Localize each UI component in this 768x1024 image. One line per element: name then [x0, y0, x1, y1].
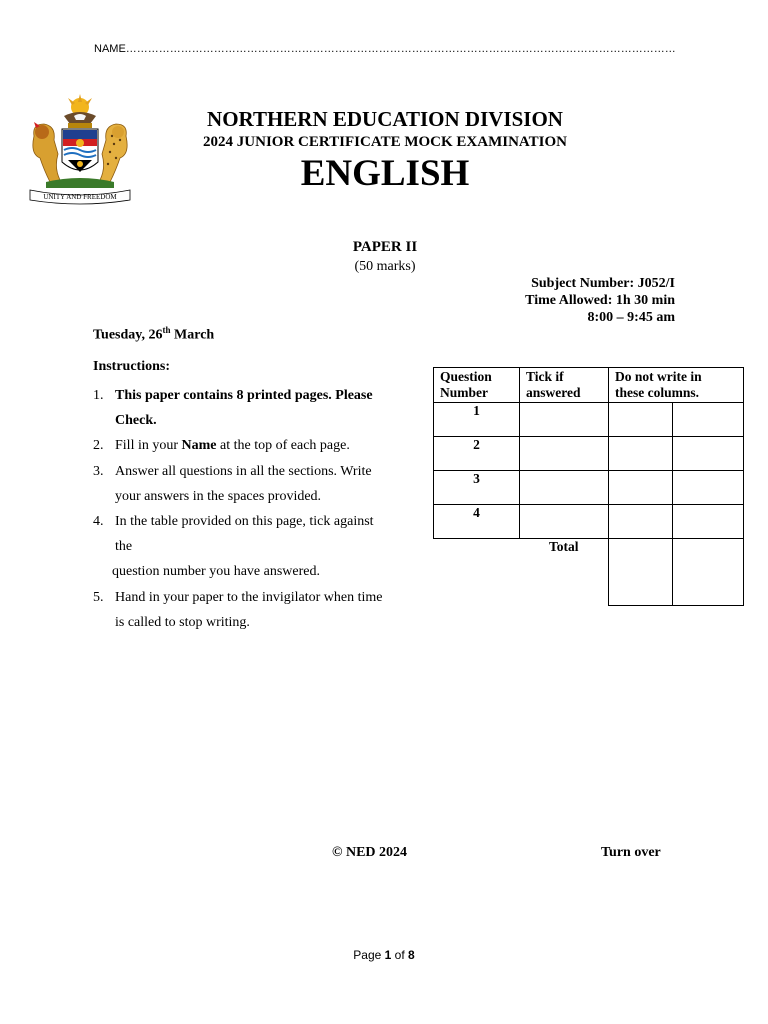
total-cell	[609, 539, 673, 606]
examiner-cell	[673, 403, 744, 437]
instruction-item: 4. In the table provided on this page, tick against the question number you have answered.	[93, 514, 374, 580]
examiner-cell	[673, 437, 744, 471]
turn-over: Turn over	[601, 845, 661, 860]
tick-cell[interactable]	[520, 437, 609, 471]
division-title: NORTHERN EDUCATION DIVISION	[207, 107, 563, 131]
instruction-item: 5. Hand in your paper to the invigilator when time is called to stop writing.	[93, 589, 383, 630]
tick-cell[interactable]	[520, 505, 609, 539]
time-allowed: Time Allowed: 1h 30 min	[525, 293, 675, 308]
table-row-total	[434, 539, 744, 606]
question-number-cell: 3	[434, 471, 520, 505]
examiner-cell	[673, 471, 744, 505]
header-do-not-write: Do not write in these columns.	[609, 368, 744, 403]
coat-of-arms-logo	[24, 94, 136, 206]
header-question-number: Question Number	[434, 368, 520, 403]
subject-number: Subject Number: J052/I	[531, 276, 675, 291]
examiner-cell	[673, 505, 744, 539]
total-label: Total	[520, 539, 609, 606]
question-tick-table	[433, 367, 744, 606]
examiner-cell	[609, 437, 673, 471]
examiner-cell	[609, 505, 673, 539]
exam-title: 2024 JUNIOR CERTIFICATE MOCK EXAMINATION	[203, 134, 567, 150]
examiner-cell	[609, 403, 673, 437]
copyright: © NED 2024	[332, 845, 408, 860]
instruction-item: 1. This paper contains 8 printed pages. Please Check.	[93, 388, 373, 429]
paper-marks: (50 marks)	[354, 259, 416, 274]
table-row	[434, 505, 744, 539]
examiner-cell	[609, 471, 673, 505]
page-number: Page 1 of 8	[353, 948, 415, 962]
tick-cell[interactable]	[520, 403, 609, 437]
total-cell	[673, 539, 744, 606]
table-row	[434, 471, 744, 505]
exam-date: Tuesday, 26th March	[93, 325, 215, 343]
header-tick-if-answered: Tick if answered	[520, 368, 609, 403]
name-field-line: NAME……………………………………………………………………………………………………………………………………	[94, 43, 676, 55]
tick-cell[interactable]	[520, 471, 609, 505]
crest-motto: UNITY AND FREEDOM	[43, 193, 117, 201]
table-row	[434, 437, 744, 471]
question-number-cell: 4	[434, 505, 520, 539]
instructions-heading: Instructions:	[93, 359, 171, 374]
paper-title: PAPER II	[352, 239, 418, 255]
instruction-item: 3. Answer all questions in all the sections. Write your answers in the spaces provided.	[93, 463, 372, 504]
subject-title: ENGLISH	[300, 153, 470, 194]
instructions-list	[93, 383, 421, 635]
question-number-cell: 2	[434, 437, 520, 471]
time-range: 8:00 – 9:45 am	[587, 310, 675, 325]
instruction-item: 2. Fill in your Name at the top of each page.	[93, 438, 350, 454]
table-row	[434, 403, 744, 437]
question-number-cell: 1	[434, 403, 520, 437]
